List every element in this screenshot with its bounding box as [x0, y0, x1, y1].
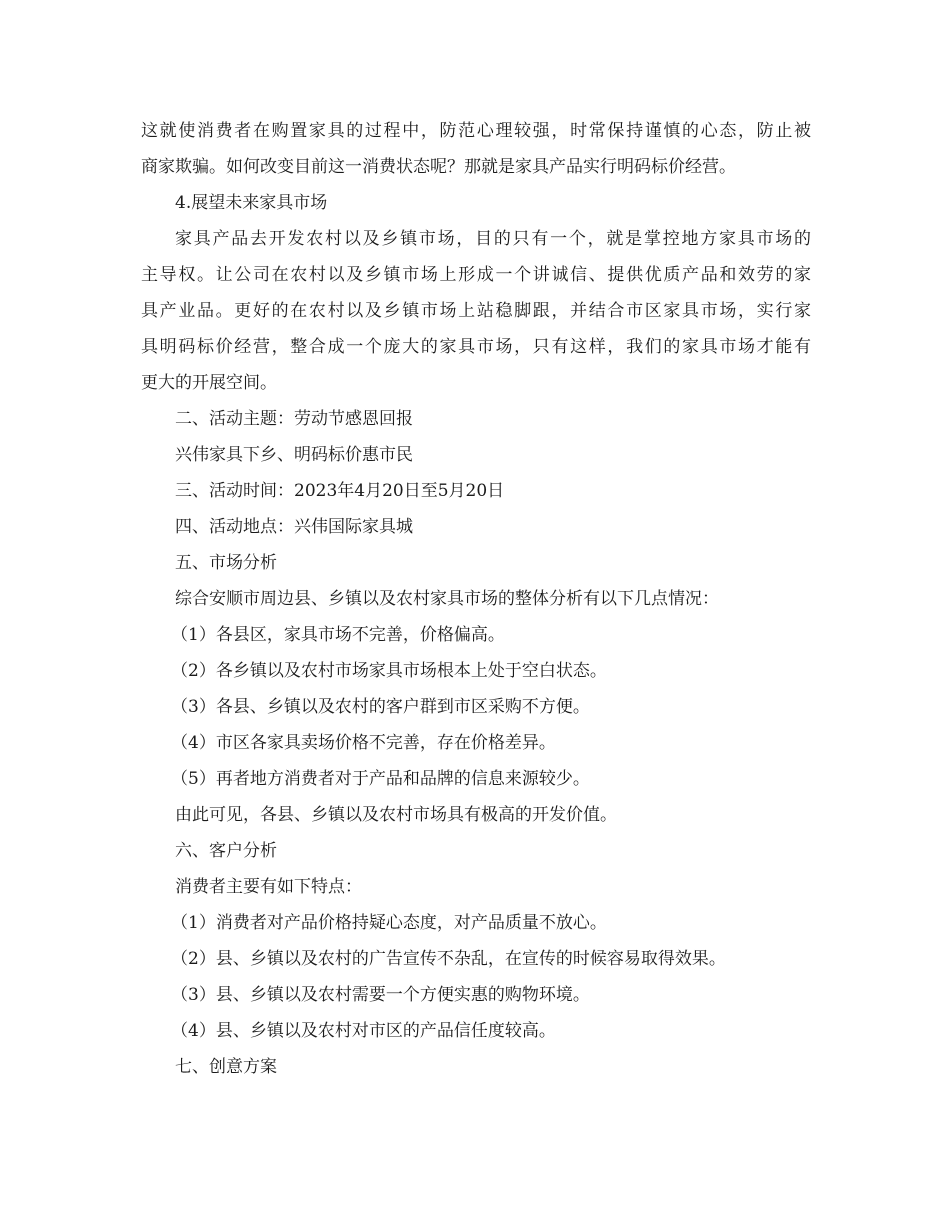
text-line: 这就使消费者在购置家具的过程中，防范心理较强，时常保持谨慎的心态，防止被	[141, 121, 811, 141]
document-body	[141, 113, 811, 1085]
heading-customer-analysis: 六、客户分析	[175, 841, 277, 861]
activity-time: 三、活动时间：2023年4月20日至5月20日	[175, 481, 505, 501]
text-line: 具产业品。更好的在农村以及乡镇市场上站稳脚跟，并结合市区家具市场，实行家	[141, 301, 811, 321]
list-item: （3）县、乡镇以及农村需要一个方便实惠的购物环境。	[171, 985, 590, 1005]
text-line: 具明码标价经营，整合成一个庞大的家具市场，只有这样，我们的家具市场才能有	[141, 337, 811, 357]
list-item: （4）县、乡镇以及农村对市区的产品信任度较高。	[171, 1021, 556, 1041]
paragraph-future-market	[141, 221, 811, 401]
text-line: 家具产品去开发农村以及乡镇市场，目的只有一个，就是掌控地方家具市场的	[175, 229, 811, 249]
list-item: （2）各乡镇以及农村市场家具市场根本上处于空白状态。	[171, 661, 607, 681]
text-line: 主导权。让公司在农村以及乡镇市场上形成一个讲诚信、提供优质产品和效劳的家	[141, 265, 811, 285]
list-item: （1）各县区，家具市场不完善，价格偏高。	[171, 625, 505, 645]
paragraph-consumer-psychology	[141, 113, 811, 185]
list-item: （5）再者地方消费者对于产品和品牌的信息来源较少。	[171, 769, 590, 789]
list-item: （4）市区各家具卖场价格不完善，存在价格差异。	[171, 733, 556, 753]
text-line: 商家欺骗。如何改变目前这一消费状态呢？那就是家具产品实行明码标价经营。	[141, 157, 736, 177]
activity-theme-subtitle: 兴伟家具下乡、明码标价惠市民	[175, 445, 413, 465]
heading-market-analysis: 五、市场分析	[175, 553, 277, 573]
market-analysis-conclusion: 由此可见，各县、乡镇以及农村市场具有极高的开发价值。	[175, 805, 617, 825]
list-item: （2）县、乡镇以及农村的广告宣传不杂乱，在宣传的时候容易取得效果。	[171, 949, 726, 969]
list-item: （1）消费者对产品价格持疑心态度，对产品质量不放心。	[171, 913, 607, 933]
heading-activity-theme: 二、活动主题：劳动节感恩回报	[175, 409, 413, 429]
heading-creative-plan: 七、创意方案	[175, 1057, 277, 1077]
customer-analysis-intro: 消费者主要有如下特点：	[175, 877, 362, 897]
activity-location: 四、活动地点：兴伟国际家具城	[175, 517, 413, 537]
text-line: 更大的开展空间。	[141, 373, 277, 393]
market-analysis-intro: 综合安顺市周边县、乡镇以及农村家具市场的整体分析有以下几点情况：	[175, 589, 719, 609]
list-item: （3）各县、乡镇以及农村的客户群到市区采购不方便。	[171, 697, 590, 717]
heading-future-market: 4.展望未来家具市场	[175, 193, 328, 213]
